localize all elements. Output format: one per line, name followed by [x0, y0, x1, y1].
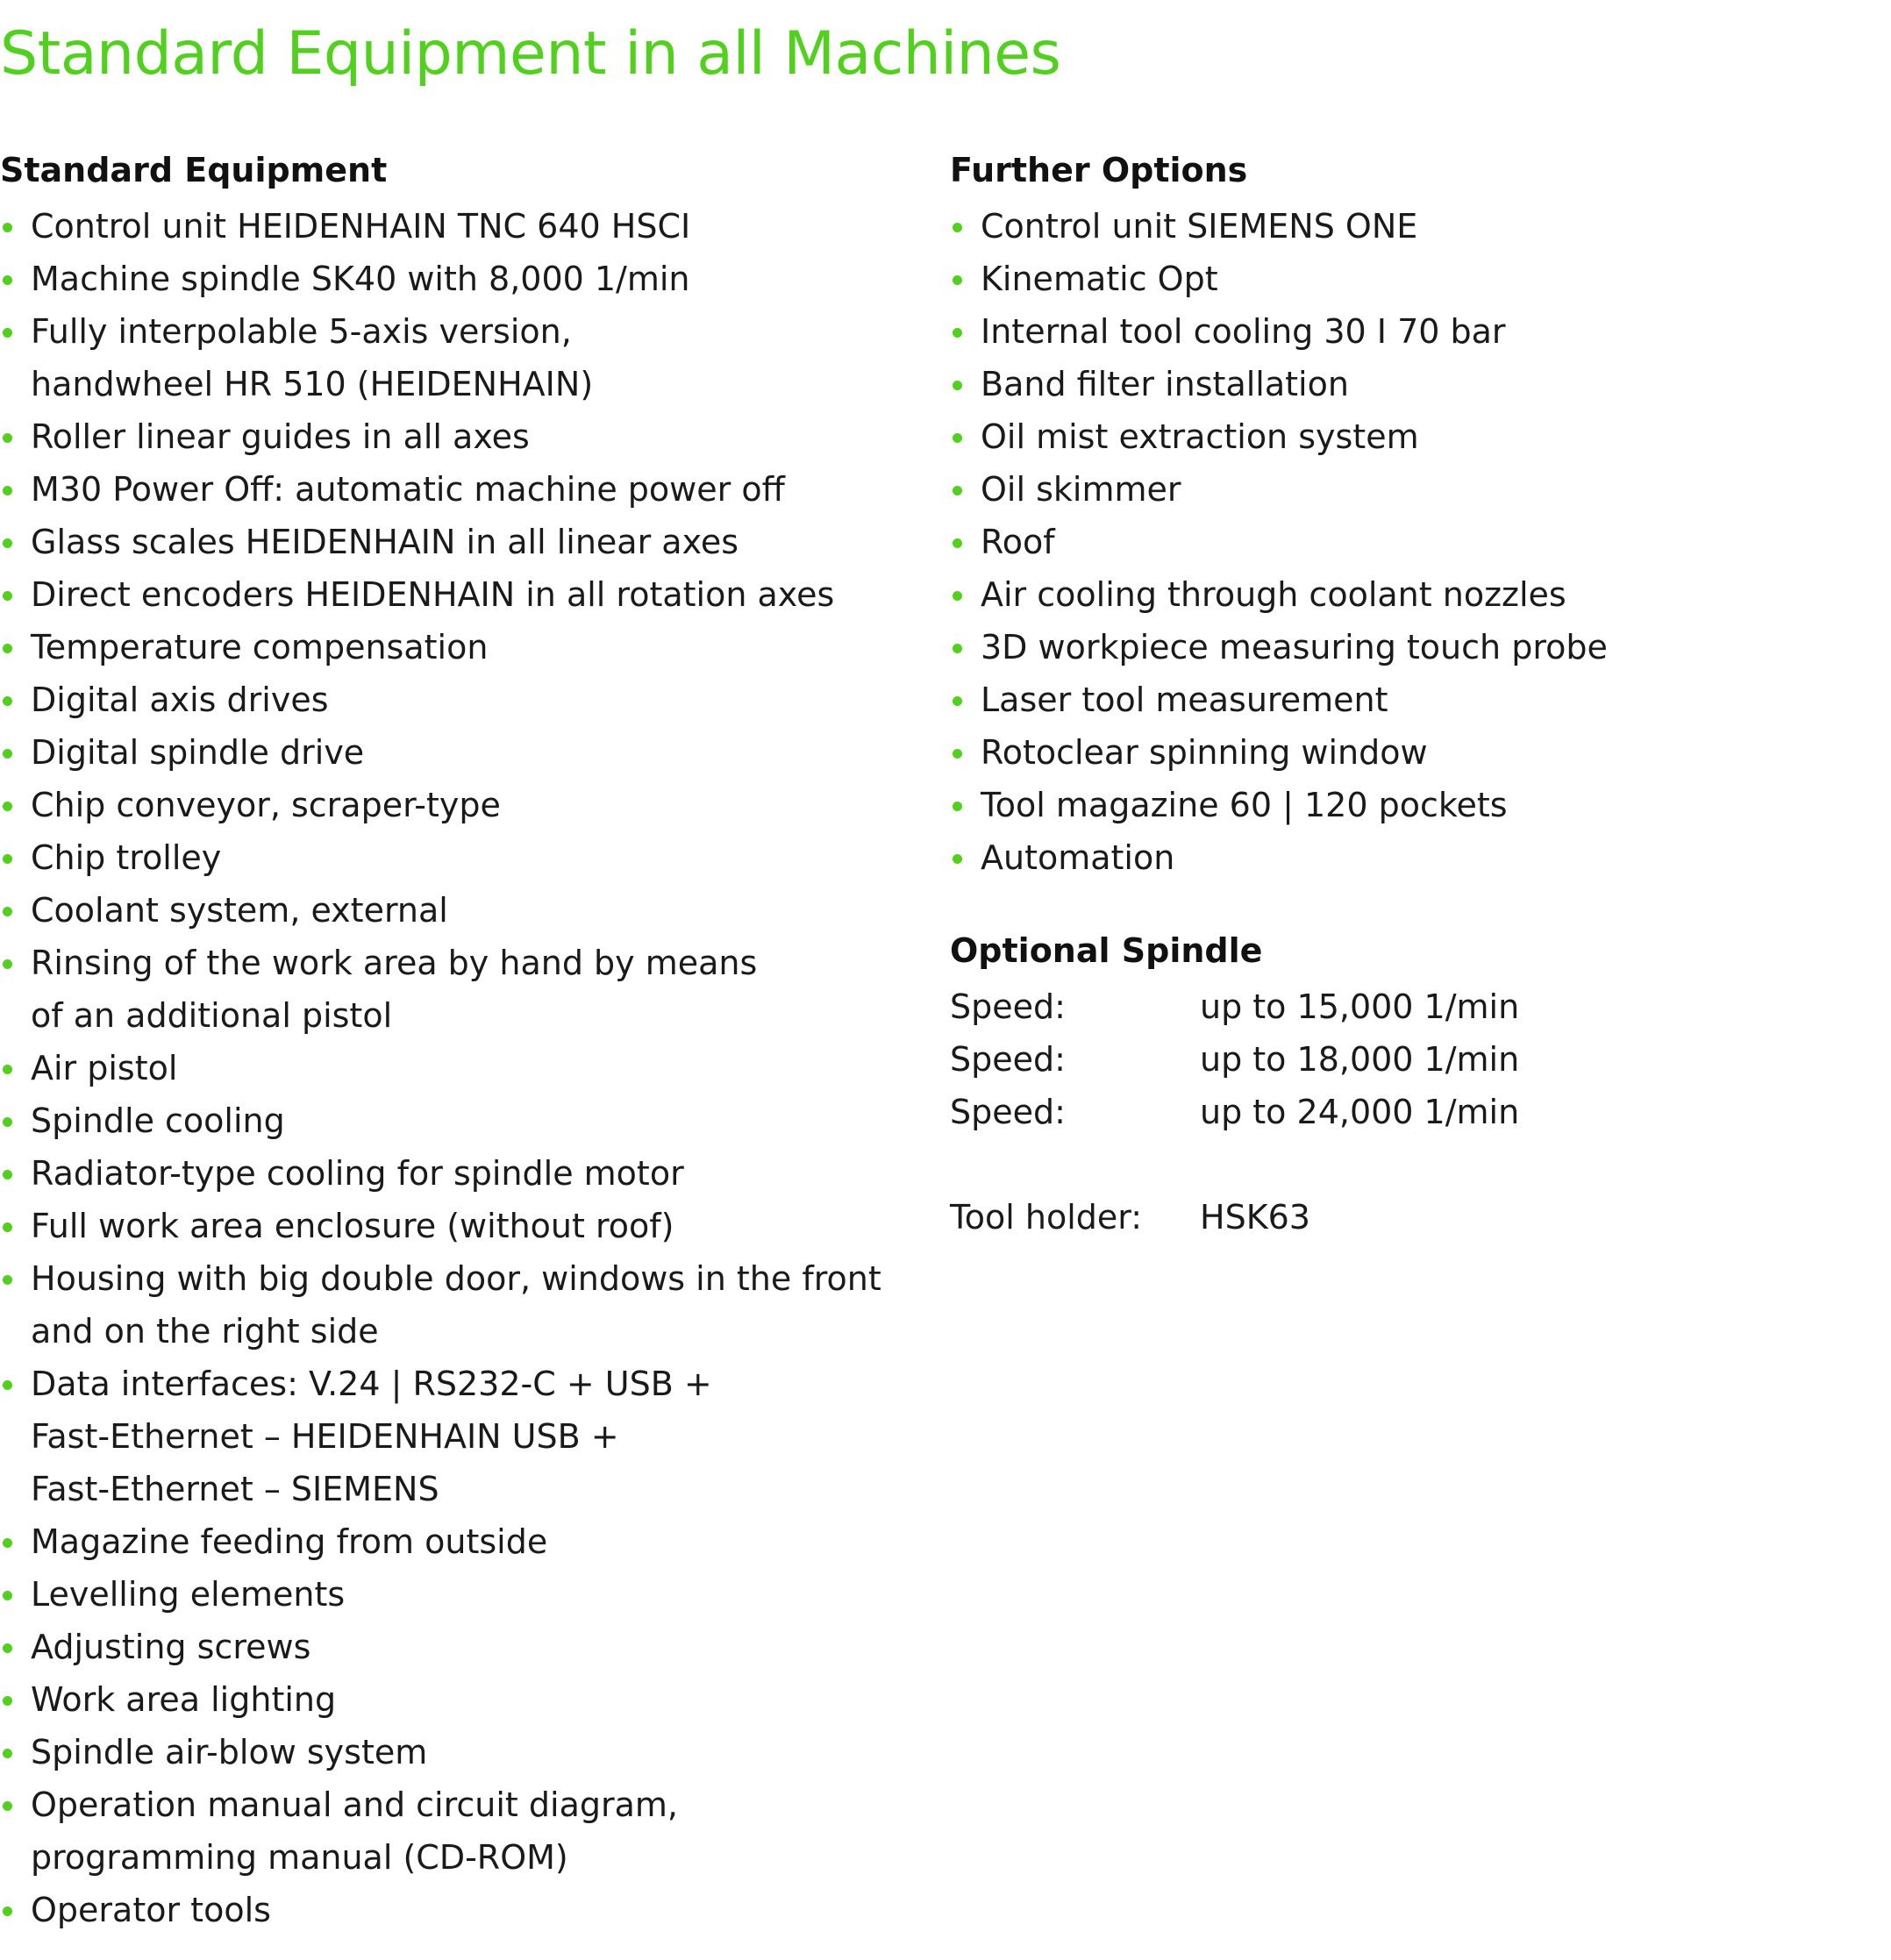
bullet-icon — [3, 486, 12, 495]
further-options-list — [950, 200, 1880, 884]
list-item — [0, 1252, 930, 1358]
list-item-text: Internal tool cooling 30 I 70 bar — [981, 312, 1506, 351]
list-item-text: Chip conveyor, scraper-type — [31, 786, 501, 824]
list-item — [950, 568, 1880, 621]
spec-label: Speed: — [950, 1093, 1066, 1131]
bullet-icon — [953, 275, 962, 285]
list-item — [0, 200, 930, 253]
page-title: Standard Equipment in all Machines — [0, 19, 1061, 89]
list-item — [950, 200, 1880, 253]
list-item-text: Control unit SIEMENS ONE — [981, 207, 1418, 246]
bullet-icon — [3, 802, 12, 811]
list-item — [0, 1673, 930, 1726]
list-item — [950, 358, 1880, 410]
spec-row — [950, 980, 1880, 1033]
bullet-icon — [3, 1380, 12, 1390]
list-item-text: Control unit HEIDENHAIN TNC 640 HSCI — [31, 207, 691, 246]
list-item — [0, 937, 930, 1042]
list-item-text: Operation manual and circuit diagram, — [31, 1785, 678, 1824]
bullet-icon — [3, 1749, 12, 1758]
bullet-icon — [953, 696, 962, 706]
list-item — [950, 516, 1880, 568]
list-item — [0, 1778, 930, 1884]
list-item — [0, 674, 930, 726]
right-column — [950, 147, 1880, 1244]
list-item — [950, 621, 1880, 674]
list-item — [0, 1726, 930, 1778]
list-item-text: Temperature compensation — [31, 628, 489, 666]
tool-holder-value: HSK63 — [1200, 1198, 1310, 1237]
list-item — [0, 621, 930, 674]
spec-row — [950, 1086, 1880, 1138]
list-item-text: Rotoclear spinning window — [981, 733, 1428, 772]
list-item-text: Roller linear guides in all axes — [31, 417, 530, 456]
list-item-text: Chip trolley — [31, 838, 222, 877]
list-item — [950, 305, 1880, 358]
bullet-icon — [3, 696, 12, 706]
bullet-icon — [3, 1538, 12, 1548]
list-item — [0, 410, 930, 463]
list-item-text: Full work area enclosure (without roof) — [31, 1207, 674, 1245]
list-item — [950, 779, 1880, 831]
bullet-icon — [3, 1222, 12, 1232]
bullet-icon — [3, 1170, 12, 1180]
list-item-text: Fully interpolable 5-axis version, — [31, 312, 572, 351]
list-item-text: programming manual (CD-ROM) — [31, 1838, 568, 1877]
list-item — [0, 726, 930, 779]
bullet-icon — [953, 328, 962, 338]
list-item-text: Automation — [981, 838, 1175, 877]
list-item — [950, 726, 1880, 779]
bullet-icon — [3, 644, 12, 653]
bullet-icon — [953, 749, 962, 759]
bullet-icon — [953, 538, 962, 548]
list-item-text: and on the right side — [31, 1312, 379, 1351]
list-item-text: Coolant system, external — [31, 891, 448, 930]
bullet-icon — [3, 1696, 12, 1706]
list-item — [0, 568, 930, 621]
bullet-icon — [3, 1643, 12, 1653]
bullet-icon — [3, 538, 12, 548]
list-item-text: handwheel HR 510 (HEIDENHAIN) — [31, 365, 594, 403]
standard-equipment-heading: Standard Equipment — [0, 151, 388, 189]
bullet-icon — [3, 1275, 12, 1285]
list-item — [0, 463, 930, 516]
list-item-text: Digital spindle drive — [31, 733, 365, 772]
list-item-text: Roof — [981, 523, 1055, 561]
bullet-icon — [3, 1907, 12, 1916]
list-item — [0, 253, 930, 305]
bullet-icon — [3, 223, 12, 232]
list-item-text: Laser tool measurement — [981, 681, 1388, 719]
list-item-text: Band filter installation — [981, 365, 1349, 403]
list-item — [950, 674, 1880, 726]
list-item-text: 3D workpiece measuring touch probe — [981, 628, 1608, 666]
list-item — [0, 1568, 930, 1621]
further-options-heading: Further Options — [950, 151, 1248, 189]
list-item-text: Oil skimmer — [981, 470, 1181, 509]
list-item-text: Magazine feeding from outside — [31, 1522, 548, 1561]
bullet-icon — [953, 854, 962, 864]
tool-holder-label: Tool holder: — [950, 1198, 1143, 1237]
further-options-section — [950, 147, 1880, 884]
spec-row — [950, 1033, 1880, 1086]
spec-label: Speed: — [950, 987, 1066, 1026]
bullet-icon — [3, 1801, 12, 1811]
list-item-text: Data interfaces: V.24 | RS232-C + USB + — [31, 1365, 712, 1403]
list-item-text: Radiator-type cooling for spindle motor — [31, 1154, 684, 1193]
list-item-text: Levelling elements — [31, 1575, 346, 1614]
list-item — [0, 305, 930, 410]
list-item — [0, 1621, 930, 1673]
bullet-icon — [3, 591, 12, 601]
bullet-icon — [3, 959, 12, 969]
list-item — [0, 884, 930, 937]
list-item — [0, 1042, 930, 1094]
list-item — [950, 253, 1880, 305]
list-item-text: Work area lighting — [31, 1680, 337, 1719]
bullet-icon — [3, 854, 12, 864]
bullet-icon — [3, 1591, 12, 1600]
list-item — [0, 779, 930, 831]
standard-equipment-section — [0, 147, 930, 1936]
list-item — [0, 831, 930, 884]
list-item — [0, 1200, 930, 1252]
list-item-text: Air pistol — [31, 1049, 178, 1087]
list-item — [0, 1147, 930, 1200]
spec-label: Speed: — [950, 1040, 1066, 1079]
list-item — [950, 831, 1880, 884]
bullet-icon — [3, 749, 12, 759]
standard-equipment-list — [0, 200, 930, 1936]
list-item — [950, 463, 1880, 516]
bullet-icon — [953, 802, 962, 811]
list-item-text: Fast-Ethernet – SIEMENS — [31, 1470, 439, 1508]
list-item-text: Adjusting screws — [31, 1628, 311, 1666]
list-item-text: Tool magazine 60 | 120 pockets — [981, 786, 1508, 824]
bullet-icon — [3, 275, 12, 285]
list-item-text: Glass scales HEIDENHAIN in all linear axes — [31, 523, 739, 561]
list-item — [0, 516, 930, 568]
bullet-icon — [953, 381, 962, 390]
optional-spindle-section — [950, 928, 1880, 1244]
spec-value: up to 15,000 1/min — [1200, 987, 1520, 1026]
list-item-text: Machine spindle SK40 with 8,000 1/min — [31, 260, 690, 298]
list-item-text: Housing with big double door, windows in the front — [31, 1259, 881, 1298]
list-item — [0, 1094, 930, 1147]
list-item-text: Fast-Ethernet – HEIDENHAIN USB + — [31, 1417, 619, 1456]
spindle-spec-list — [950, 980, 1880, 1244]
list-item — [950, 410, 1880, 463]
bullet-icon — [953, 644, 962, 653]
bullet-icon — [953, 433, 962, 443]
list-item-text: Operator tools — [31, 1891, 271, 1929]
tool-holder-row — [950, 1191, 1880, 1244]
list-item-text: Rinsing of the work area by hand by means — [31, 944, 758, 982]
bullet-icon — [3, 1065, 12, 1074]
bullet-icon — [3, 328, 12, 338]
spec-value: up to 24,000 1/min — [1200, 1093, 1520, 1131]
bullet-icon — [3, 907, 12, 916]
list-item — [0, 1884, 930, 1936]
list-item-text: Spindle cooling — [31, 1101, 285, 1140]
bullet-icon — [3, 433, 12, 443]
bullet-icon — [953, 486, 962, 495]
list-item-text: M30 Power Off: automatic machine power off — [31, 470, 785, 509]
list-item-text: Digital axis drives — [31, 681, 329, 719]
bullet-icon — [3, 1117, 12, 1127]
list-item-text: Oil mist extraction system — [981, 417, 1419, 456]
list-item — [0, 1515, 930, 1568]
list-item-text: Kinematic Opt — [981, 260, 1218, 298]
spec-value: up to 18,000 1/min — [1200, 1040, 1520, 1079]
bullet-icon — [953, 591, 962, 601]
list-item — [0, 1358, 930, 1515]
list-item-text: of an additional pistol — [31, 996, 393, 1035]
optional-spindle-heading: Optional Spindle — [950, 931, 1263, 970]
list-item-text: Air cooling through coolant nozzles — [981, 575, 1566, 614]
list-item-text: Spindle air-blow system — [31, 1733, 428, 1771]
bullet-icon — [953, 223, 962, 232]
list-item-text: Direct encoders HEIDENHAIN in all rotation axes — [31, 575, 835, 614]
